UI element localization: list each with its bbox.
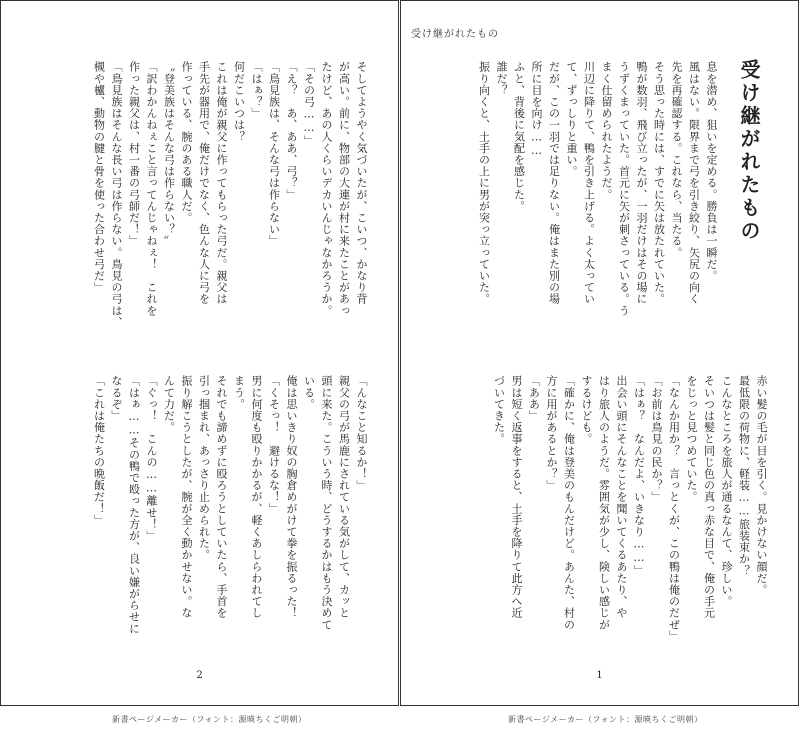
- footer-credit-right: 新書ページメーカー（フォント：源暎ちくご明朝）: [508, 715, 703, 724]
- right-lower-text-block: 赤い髪の毛が目を引く。見かけない顔だ。 最低限の荷物に、軽装……旅装束か？ こんなところを旅人が通るなんて、珍しい。 そいつは髪と同じ色の真っ赤な目で、俺の手元 をじっと見つめていた。 「なんか用か？ 言っとくが、この鴨は俺のだぜ」 「お前は鳥見の民か？」 「はぁ？ なんだよ、いきなり……」 出会い頭にそんなことを聞いてくるあたり、や はり旅人のようだ。雰囲気が少し、険しい感じが するけども。 「確かに、俺は登美のもんだけど。あんた、村の 方に用があるとか？」 「ああ」 男は短く返事をすると、土手を降りて此方へ近 づいてきた。: [492, 375, 768, 642]
- right-page: [400, 0, 799, 706]
- page-number: 1: [596, 670, 603, 681]
- running-title: 受け継がれたもの: [411, 29, 499, 40]
- right-upper-text-block: 息を潜め、狙いを定める。勝負は一瞬だ。 風はない。限界まで弓を引き絞り、矢尻の向く 先を再確認する。これなら、当たる。 そう思った時には、すでに矢は放たれていた。 鴨が数羽、飛び立ったが、一羽だけはその場に うずくまっていた。首元に矢が刺さっている。う まく仕留められたようだ。 川辺に降りて、鴨を引き上げる。よく太ってい て、ずっしりと重い。 だが、この一羽では足りない。俺はまた別の場 所に目を向け…… ふと、背後に気配を感じた。 誰だ？ 振り向くと、土手の上に男が突っ立っていた。: [477, 61, 718, 317]
- page-number: 2: [196, 670, 203, 681]
- footer-credit-left: 新書ページメーカー（フォント：源暎ちくご明朝）: [112, 715, 307, 724]
- chapter-title: 受け継がれたもの: [737, 59, 761, 243]
- left-upper-text-block: そしてようやく気づいたが、こいつ、かなり背 が高い。前に、物部の大連が村に来たことがあっ たけど、あの人くらいデカいんじゃなかろうか。 「その弓……」 「え？ あ、ああ、弓？」 「鳥見族は、そんな弓は作らない」 「はぁ？」 何だこいつは？ これは俺が親父に作ってもらった弓だ。親父は 手先が器用で、俺だけでなく、色んな人に弓を 作っている、腕のある職人だ。 〝登美族はそんな弓は作らない？〟 「訳わかんねぇこと言ってんじゃねぇ！ これを 作った親父は、村一番の弓師だ！」 「鳥見族はそんな長い弓は作らない。鳥見の弓は、 槻や櫨、動物の腱と骨を使った合わせ弓だ」: [92, 61, 368, 328]
- left-page: [0, 0, 399, 706]
- left-lower-text-block: 「んなこと知るか！」 親父の弓が馬鹿にされている気がして、カッと 頭に来た。こういう時、どうするかはもう決めて いる。 俺は思いきり奴の胸倉めがけて拳を振るった！ 「くそっ！ 避けるな！」 男に何度も殴りかかるが、軽くあしらわれてし まう。 それでも諦めずに殴ろうとしていたら、手首を 引っ掴まれ、あっさり止められた。 振り解こうとしたが、腕が全く動かせない。な んて力だ。 「ぐっ！ こんの……離せ！」 「はぁ……その鴨で殴った方が、良い嫌がらせに なるぞ」 「これは俺たちの晩飯だ！」: [92, 375, 368, 635]
